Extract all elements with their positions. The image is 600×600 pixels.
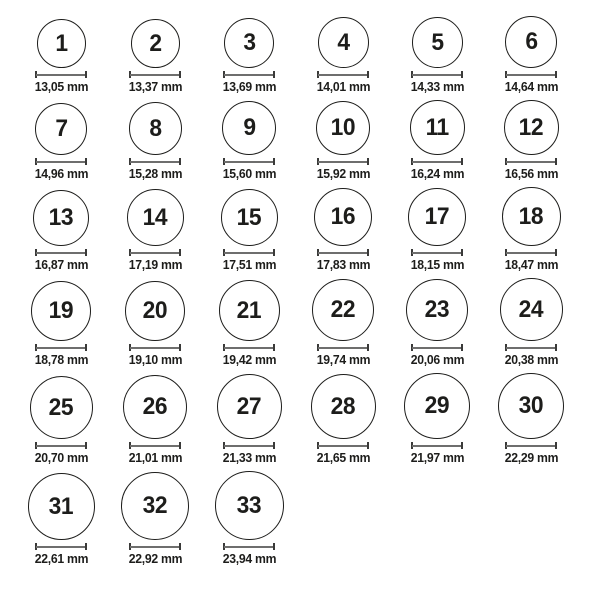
ring-size-row (14, 471, 600, 566)
ring-item (108, 102, 202, 181)
diameter-measure-line (411, 442, 463, 449)
diameter-label: 13,05 mm (34, 79, 88, 94)
measure-bar (224, 252, 274, 254)
ring-item (202, 101, 296, 181)
diameter-label: 20,38 mm (504, 352, 558, 367)
measure-tick-right (461, 249, 463, 256)
diameter-measure-line (129, 249, 181, 256)
measure-bar (36, 546, 86, 548)
diameter-measure-line (35, 543, 87, 550)
ring-size-row (14, 278, 600, 367)
measure-bar (224, 161, 274, 163)
ring-item (390, 373, 484, 465)
diameter-measure-line (505, 442, 557, 449)
ring-size-number: 14 (142, 203, 168, 231)
diameter-measure-line (129, 344, 181, 351)
ring-circle (410, 100, 465, 155)
diameter-label: 16,56 mm (504, 166, 558, 181)
ring-circle (500, 278, 563, 341)
diameter-measure-line (505, 158, 557, 165)
measure-tick-right (85, 344, 87, 351)
diameter-measure-line (317, 158, 369, 165)
measure-bar (318, 252, 368, 254)
measure-bar (36, 445, 86, 447)
diameter-measure-line (317, 344, 369, 351)
ring-size-number: 32 (142, 492, 168, 519)
diameter-label: 17,51 mm (222, 257, 276, 272)
ring-circle (224, 18, 274, 68)
diameter-label: 13,37 mm (128, 79, 182, 94)
measure-bar (224, 347, 274, 349)
ring-item (296, 279, 390, 367)
ring-item (14, 103, 108, 181)
diameter-label: 16,24 mm (410, 166, 464, 181)
measure-tick-right (555, 249, 557, 256)
measure-tick-right (179, 249, 181, 256)
ring-size-number: 28 (330, 392, 356, 420)
ring-size-number: 9 (242, 114, 256, 141)
ring-circle (314, 188, 372, 246)
diameter-measure-line (505, 249, 557, 256)
measure-tick-right (85, 158, 87, 165)
ring-item (108, 375, 202, 465)
diameter-label: 14,96 mm (34, 166, 88, 181)
diameter-measure-line (411, 249, 463, 256)
diameter-label: 18,78 mm (34, 352, 88, 367)
diameter-measure-line (129, 543, 181, 550)
ring-circle (312, 279, 374, 341)
diameter-label: 19,42 mm (222, 352, 276, 367)
measure-tick-right (85, 543, 87, 550)
ring-size-number: 23 (424, 296, 450, 323)
ring-size-number: 18 (518, 202, 544, 230)
ring-circle (404, 373, 470, 439)
ring-circle (28, 473, 95, 540)
diameter-measure-line (129, 71, 181, 78)
ring-item (202, 280, 296, 367)
diameter-label: 14,64 mm (504, 79, 558, 94)
measure-tick-right (461, 442, 463, 449)
diameter-label: 14,33 mm (410, 79, 464, 94)
ring-item (108, 189, 202, 272)
ring-item (202, 374, 296, 465)
diameter-label: 20,70 mm (34, 450, 88, 465)
ring-item (296, 374, 390, 465)
measure-bar (318, 445, 368, 447)
ring-item (108, 281, 202, 367)
diameter-label: 19,74 mm (316, 352, 370, 367)
ring-size-row (14, 100, 600, 181)
measure-tick-right (273, 158, 275, 165)
diameter-measure-line (223, 71, 275, 78)
ring-item (296, 17, 390, 94)
measure-tick-right (367, 344, 369, 351)
ring-size-number: 3 (242, 29, 256, 56)
diameter-label: 21,65 mm (316, 450, 370, 465)
diameter-measure-line (223, 543, 275, 550)
ring-item (296, 101, 390, 181)
measure-bar (130, 347, 180, 349)
diameter-label: 22,29 mm (504, 450, 558, 465)
ring-circle (505, 16, 557, 68)
diameter-label: 16,87 mm (34, 257, 88, 272)
ring-size-row (14, 16, 600, 94)
ring-item (390, 17, 484, 94)
diameter-measure-line (35, 158, 87, 165)
measure-tick-right (273, 543, 275, 550)
ring-circle (131, 19, 180, 68)
ring-size-number: 25 (48, 393, 74, 421)
diameter-measure-line (129, 158, 181, 165)
ring-size-number: 11 (425, 113, 449, 141)
diameter-measure-line (317, 71, 369, 78)
ring-item (108, 472, 202, 566)
measure-tick-right (461, 71, 463, 78)
ring-size-number: 2 (148, 29, 162, 57)
measure-bar (130, 161, 180, 163)
diameter-measure-line (35, 442, 87, 449)
diameter-measure-line (505, 71, 557, 78)
diameter-measure-line (35, 71, 87, 78)
ring-size-number: 16 (330, 203, 356, 230)
diameter-label: 21,01 mm (128, 450, 182, 465)
ring-item (484, 373, 578, 465)
measure-bar (318, 347, 368, 349)
ring-item (484, 16, 578, 94)
ring-circle (217, 374, 282, 439)
measure-tick-right (85, 442, 87, 449)
measure-tick-right (367, 249, 369, 256)
ring-size-number: 13 (48, 204, 74, 231)
diameter-label: 21,97 mm (410, 450, 464, 465)
ring-item (108, 19, 202, 94)
ring-size-row (14, 373, 600, 465)
ring-size-number: 31 (48, 492, 74, 520)
ring-size-number: 33 (236, 491, 262, 519)
measure-bar (318, 74, 368, 76)
diameter-label: 13,69 mm (222, 79, 276, 94)
measure-tick-right (179, 71, 181, 78)
measure-bar (130, 252, 180, 254)
measure-bar (36, 74, 86, 76)
diameter-label: 20,06 mm (410, 352, 464, 367)
measure-bar (36, 161, 86, 163)
measure-bar (506, 252, 556, 254)
ring-circle (30, 376, 93, 439)
measure-bar (506, 161, 556, 163)
ring-item (14, 473, 108, 566)
measure-tick-right (85, 71, 87, 78)
ring-circle (221, 189, 278, 246)
diameter-label: 23,94 mm (222, 551, 276, 566)
ring-size-number: 27 (236, 392, 262, 420)
diameter-measure-line (411, 344, 463, 351)
ring-size-number: 12 (518, 113, 544, 141)
ring-item (484, 187, 578, 272)
ring-circle (33, 190, 89, 246)
measure-bar (412, 445, 462, 447)
measure-tick-right (367, 442, 369, 449)
measure-bar (318, 161, 368, 163)
measure-bar (506, 347, 556, 349)
ring-item (14, 19, 108, 94)
measure-tick-right (555, 71, 557, 78)
ring-circle (125, 281, 185, 341)
measure-tick-right (555, 442, 557, 449)
diameter-label: 14,01 mm (316, 79, 370, 94)
measure-tick-right (555, 158, 557, 165)
measure-tick-right (179, 442, 181, 449)
measure-tick-right (179, 344, 181, 351)
diameter-measure-line (35, 344, 87, 351)
ring-circle (127, 189, 184, 246)
ring-size-number: 30 (518, 392, 544, 419)
measure-bar (506, 445, 556, 447)
diameter-measure-line (505, 344, 557, 351)
diameter-measure-line (223, 158, 275, 165)
ring-item (390, 279, 484, 367)
ring-item (484, 100, 578, 181)
measure-bar (130, 74, 180, 76)
measure-bar (412, 347, 462, 349)
diameter-label: 17,19 mm (128, 257, 182, 272)
measure-bar (224, 546, 274, 548)
diameter-measure-line (223, 249, 275, 256)
ring-circle (35, 103, 87, 155)
diameter-measure-line (223, 344, 275, 351)
diameter-label: 22,61 mm (34, 551, 88, 566)
ring-size-number: 22 (330, 296, 356, 323)
ring-item (484, 278, 578, 367)
ring-size-number: 1 (54, 29, 68, 57)
ring-item (390, 100, 484, 181)
measure-bar (130, 445, 180, 447)
diameter-label: 21,33 mm (222, 450, 276, 465)
diameter-measure-line (317, 442, 369, 449)
diameter-label: 15,92 mm (316, 166, 370, 181)
ring-circle (31, 281, 91, 341)
ring-circle (406, 279, 468, 341)
diameter-label: 15,60 mm (222, 166, 276, 181)
ring-size-number: 26 (142, 393, 168, 420)
measure-tick-right (273, 442, 275, 449)
ring-size-number: 8 (148, 114, 162, 142)
measure-bar (412, 161, 462, 163)
diameter-measure-line (129, 442, 181, 449)
diameter-label: 18,15 mm (410, 257, 464, 272)
diameter-label: 15,28 mm (128, 166, 182, 181)
ring-circle (408, 188, 466, 246)
ring-size-number: 15 (236, 203, 262, 231)
ring-size-row (14, 187, 600, 272)
measure-bar (412, 74, 462, 76)
ring-circle (504, 100, 559, 155)
measure-bar (224, 445, 274, 447)
ring-item (202, 18, 296, 94)
ring-item (14, 376, 108, 465)
measure-tick-right (367, 71, 369, 78)
measure-tick-right (85, 249, 87, 256)
measure-bar (506, 74, 556, 76)
ring-size-number: 10 (330, 114, 356, 141)
ring-size-number: 29 (424, 392, 450, 419)
measure-tick-right (179, 543, 181, 550)
ring-size-number: 17 (424, 203, 450, 230)
ring-item (14, 190, 108, 272)
measure-tick-right (367, 158, 369, 165)
diameter-label: 19,10 mm (128, 352, 182, 367)
measure-bar (36, 252, 86, 254)
ring-size-number: 21 (236, 296, 262, 324)
ring-size-number: 24 (518, 295, 544, 323)
ring-circle (498, 373, 564, 439)
diameter-measure-line (317, 249, 369, 256)
ring-circle (219, 280, 280, 341)
measure-bar (224, 74, 274, 76)
ring-circle (37, 19, 86, 68)
ring-size-number: 20 (142, 297, 168, 324)
measure-tick-right (555, 344, 557, 351)
ring-size-number: 7 (54, 115, 68, 142)
ring-item (390, 188, 484, 272)
ring-circle (222, 101, 276, 155)
ring-item (14, 281, 108, 367)
measure-tick-right (273, 344, 275, 351)
ring-circle (412, 17, 463, 68)
diameter-measure-line (411, 71, 463, 78)
measure-tick-right (461, 158, 463, 165)
measure-tick-right (461, 344, 463, 351)
measure-bar (36, 347, 86, 349)
diameter-label: 22,92 mm (128, 551, 182, 566)
ring-item (202, 471, 296, 566)
ring-circle (129, 102, 182, 155)
ring-circle (215, 471, 284, 540)
ring-size-number: 4 (336, 28, 350, 56)
ring-size-number: 6 (524, 28, 538, 55)
ring-size-number: 5 (430, 28, 444, 56)
ring-circle (123, 375, 187, 439)
ring-size-number: 19 (48, 297, 74, 324)
diameter-measure-line (223, 442, 275, 449)
ring-item (202, 189, 296, 272)
ring-circle (316, 101, 370, 155)
measure-bar (412, 252, 462, 254)
ring-item (296, 188, 390, 272)
ring-circle (311, 374, 376, 439)
ring-circle (318, 17, 369, 68)
ring-circle (121, 472, 189, 540)
measure-bar (130, 546, 180, 548)
diameter-label: 18,47 mm (504, 257, 558, 272)
diameter-label: 17,83 mm (316, 257, 370, 272)
measure-tick-right (273, 249, 275, 256)
ring-circle (502, 187, 561, 246)
measure-tick-right (179, 158, 181, 165)
diameter-measure-line (411, 158, 463, 165)
diameter-measure-line (35, 249, 87, 256)
measure-tick-right (273, 71, 275, 78)
